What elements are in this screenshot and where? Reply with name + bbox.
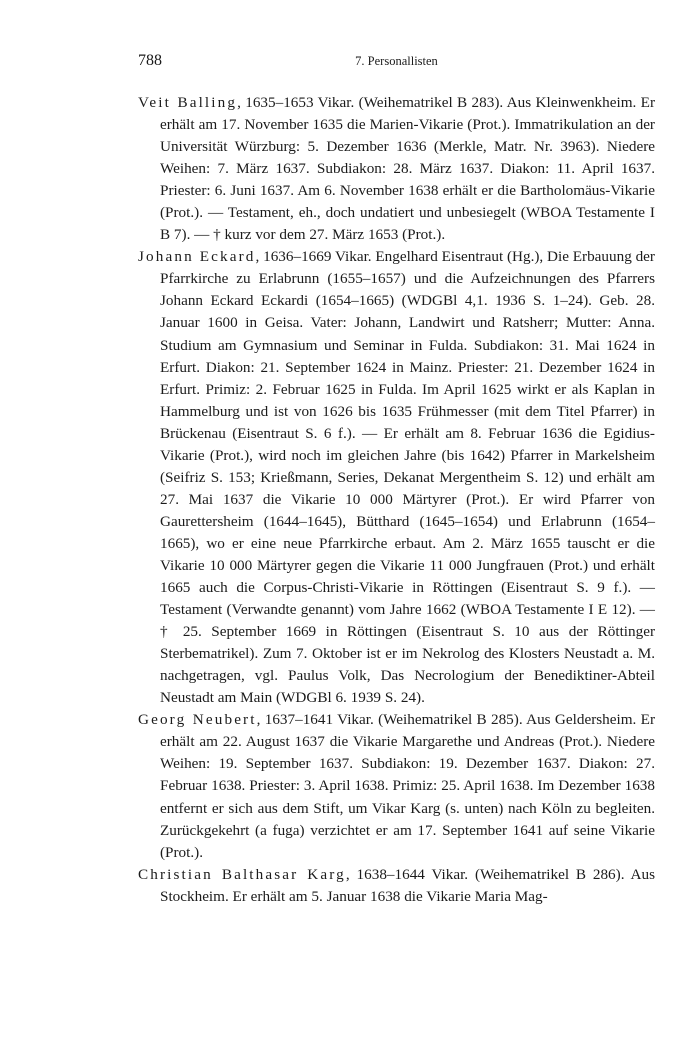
entry-name: Georg Neubert (138, 711, 257, 729)
entry-text: , 1638–1644 Vikar. (Weihematrikel B 286). Aus Stockheim. Er erhält am 5. Januar 1638 die Vikarie Maria Mag- (160, 865, 655, 905)
page-number: 788 (138, 52, 162, 69)
entry-text: , 1636–1669 Vikar. Engelhard Eisentraut (Hg.), Die Erbauung der Pfarrkirche zu Erlabrunn (1655–1657) und die Aufzeichnungen des Pfarrers Johann Eckard Eckardi (1654–1665) (WDGBl 4,1. 1936 S. 1–24). Geb. 28. Januar 1600 in Geisa. Vater: Johann, Landwirt und Ratsherr; Mutter: Anna. Studium am Gymnasium und Seminar in Fulda. Subdiakon: 31. Mai 1624 in Erfurt. Diakon: 21. September 1624 in Mainz. Priester: 21. Dezember 1624 in Erfurt. Primiz: 2. Februar 1625 in Fulda. Im April 1625 wirkt er als Kaplan in Hammelburg und ist von 1626 bis 1635 Frühmesser (mit dem Titel Pfarrer) in Brückenau (Eisentraut S. 6 f.). — Er erhält am 8. Februar 1636 die Egidius-Vikarie (Prot.), wird noch im gleichen Jahre (bis 1642) Pfarrer in Markelsheim (Seifriz S. 153; Krießmann, Series, Dekanat Mergentheim S. 12) und erhält am 27. Mai 1637 die Vikarie 10 000 Märtyrer (Prot.). Er wird Pfarrer von Gaurettersheim (1644–1645), Bütthard (1645–1654) und Erlabrunn (1654–1665), wo er eine neue Pfarrkirche erbaut. Am 2. März 1655 tauscht er die Vikarie 10 000 Märtyrer gegen die Vikarie 11 000 Jungfrauen (Prot.) und erhält 1665 auch die Corpus-Christi-Vikarie in Röttingen (Eisentraut S. 9 f.). — Testament (Verwandte genannt) vom Jahre 1662 (WBOA Testamente I E 12). — † 25. September 1669 in Röttingen (Eisentraut S. 10 aus der Röttinger Sterbematrikel). Zum 7. Oktober ist er im Nekrolog des Klosters Neustadt a. M. nachgetragen, vgl. Paulus Volk, Das Necrologium der Benediktiner-Abteil Neustadt am Main (WDGBl 6. 1939 S. 24). (160, 248, 655, 707)
entry-christian-balthasar-karg (138, 864, 655, 908)
page-header (138, 52, 655, 74)
entry-text: , 1637–1641 Vikar. (Weihematrikel B 285). Aus Geldersheim. Er erhält am 22. August 1637 die Vikarie Margarethe und Andreas (Prot.). Niedere Weihen: 19. September 1637. Subdiakon: 19. Dezember 1637. Diakon: 27. Februar 1638. Priester: 3. April 1638. Primiz: 25. April 1638. Im Dezember 1638 entfernt er sich aus dem Stift, um Vikar Karg (s. unten) nach Köln zu begleiten. Zurückgekehrt (a fuga) verzichtet er am 17. September 1641 auf seine Vikarie (Prot.). (160, 711, 655, 861)
entry-text: , 1635–1653 Vikar. (Weihematrikel B 283). Aus Kleinwenkheim. Er erhält am 17. November 1635 die Marien-Vikarie (Prot.). Immatrikulation an der Universität Würzburg: 5. Dezember 1636 (Merkle, Matr. Nr. 3963). Niedere Weihen: 7. März 1637. Subdiakon: 28. März 1637. Diakon: 11. April 1637. Priester: 6. Juni 1637. Am 6. November 1638 erhält er die Bartholomäus-Vikarie (Prot.). — Testament, eh., doch undatiert und unbesiegelt (WBOA Testamente I B 7). — † kurz vor dem 27. März 1653 (Prot.). (160, 94, 656, 244)
entry-johann-eckard (138, 246, 655, 709)
entry-georg-neubert (138, 709, 655, 863)
running-head: 7. Personallisten (355, 54, 438, 68)
entry-name: Johann Eckard (138, 248, 256, 266)
entry-name: Christian Balthasar Karg (138, 865, 346, 883)
entry-veit-balling (138, 92, 655, 246)
entry-list (138, 92, 655, 908)
entry-name: Veit Balling (138, 94, 238, 111)
